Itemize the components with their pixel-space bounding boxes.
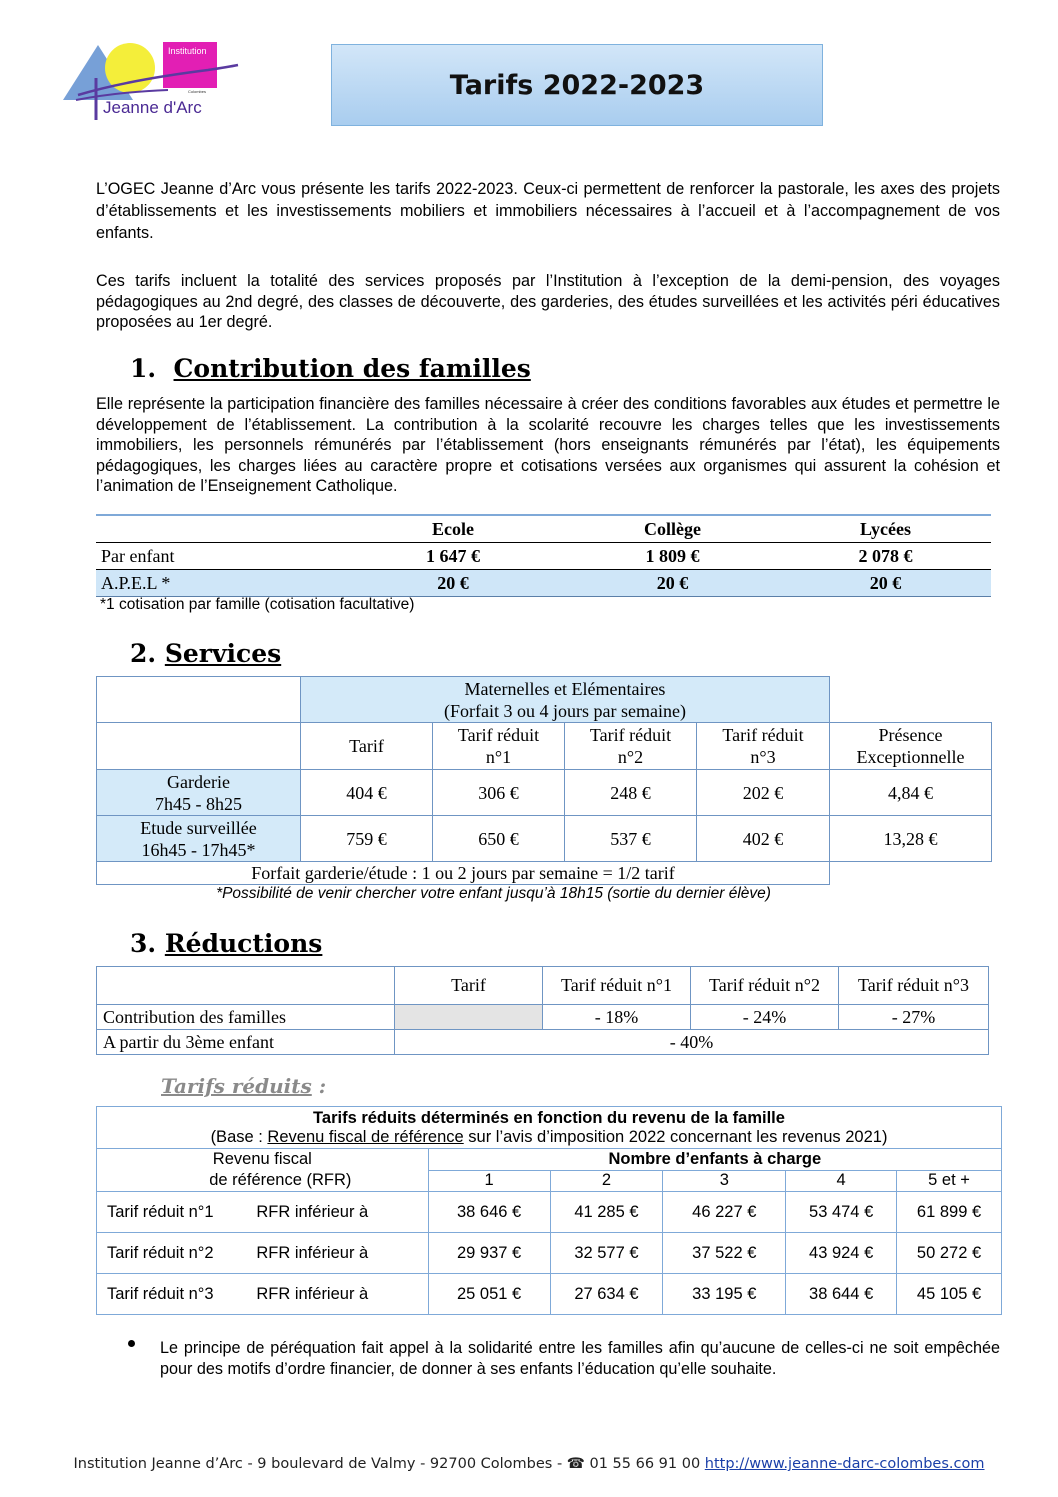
row-label: A partir du 3ème enfant bbox=[97, 1030, 395, 1055]
col-header-line: n°3 bbox=[750, 747, 776, 767]
cell-value: 20 € bbox=[341, 570, 565, 597]
table-header-row bbox=[96, 515, 991, 543]
row-label bbox=[97, 816, 301, 862]
table-row bbox=[97, 1274, 1002, 1315]
row-label-line: 7h45 - 8h25 bbox=[155, 793, 242, 814]
base-prefix: (Base : bbox=[210, 1127, 268, 1146]
section1-heading bbox=[130, 354, 531, 383]
col-header-reduit3 bbox=[697, 723, 830, 770]
section3-number: 3. bbox=[130, 929, 157, 958]
cell-value: 38 646 € bbox=[428, 1192, 550, 1233]
table-row bbox=[96, 570, 991, 597]
empty-cell bbox=[395, 1005, 543, 1030]
header-tarif: Tarif bbox=[395, 967, 543, 1005]
cell-value: 25 051 € bbox=[428, 1274, 550, 1315]
count-2: 2 bbox=[550, 1170, 663, 1192]
row-label: Contribution des familles bbox=[97, 1005, 395, 1030]
table-row bbox=[97, 1233, 1002, 1274]
col-header-line: Tarif réduit bbox=[722, 725, 804, 745]
cell-value: 537 € bbox=[565, 816, 697, 862]
table-row bbox=[97, 816, 992, 862]
table-row bbox=[97, 1030, 989, 1055]
footer bbox=[0, 1456, 1058, 1472]
cell-value: 402 € bbox=[697, 816, 830, 862]
col-header-line: Présence bbox=[878, 725, 943, 745]
reduced-income-table bbox=[96, 1106, 1002, 1315]
bullet-icon bbox=[128, 1340, 135, 1347]
cell-value: 248 € bbox=[565, 770, 697, 816]
footer-address: Institution Jeanne d’Arc - 9 boulevard de Valmy - 92700 Colombes - ☎ 01 55 66 91 00 bbox=[73, 1456, 705, 1472]
reduced-table-title bbox=[97, 1107, 1002, 1149]
reduced-heading bbox=[161, 1074, 326, 1098]
contribution-table bbox=[96, 514, 991, 597]
cell-value: 61 899 € bbox=[897, 1192, 1002, 1233]
header-reduit2: Tarif réduit n°2 bbox=[691, 967, 839, 1005]
row-label: Tarif réduit n°3 bbox=[97, 1274, 249, 1315]
row-label-line: Garderie bbox=[167, 771, 230, 792]
reduced-heading-text: Tarifs réduits bbox=[161, 1074, 312, 1098]
cell-value: 4,84 € bbox=[830, 770, 992, 816]
section3-title: Réductions bbox=[164, 929, 323, 958]
cell-value: 650 € bbox=[433, 816, 565, 862]
row-label: A.P.E.L * bbox=[96, 570, 341, 597]
header-reduit3: Tarif réduit n°3 bbox=[839, 967, 989, 1005]
title-box bbox=[331, 44, 823, 126]
cell-value: 2 078 € bbox=[780, 543, 991, 570]
row-label bbox=[97, 770, 301, 816]
forfait-row: Forfait garderie/étude : 1 ou 2 jours par semaine = 1/2 tarif bbox=[97, 862, 830, 885]
section2-number: 2. bbox=[130, 639, 157, 668]
table-row bbox=[97, 770, 992, 816]
cell-value: 13,28 € bbox=[830, 816, 992, 862]
children-count-header: Nombre d’enfants à charge bbox=[428, 1149, 1001, 1171]
section2-heading bbox=[130, 639, 281, 668]
row-label-line: Etude surveillée bbox=[140, 817, 257, 838]
rfr-line: Revenu fiscal bbox=[212, 1150, 312, 1168]
cell-value: 33 195 € bbox=[663, 1274, 786, 1315]
count-5: 5 et + bbox=[897, 1170, 1002, 1192]
header-college: Collège bbox=[565, 515, 780, 543]
col-header-line: Tarif réduit bbox=[457, 725, 540, 745]
header-lycees: Lycées bbox=[780, 515, 991, 543]
cell-value: - 40% bbox=[395, 1030, 989, 1055]
cell-value: 53 474 € bbox=[786, 1192, 897, 1233]
services-note: *Possibilité de venir chercher votre enfant jusqu’à 18h15 (sortie du dernier élève) bbox=[216, 885, 771, 902]
cell-value: 202 € bbox=[697, 770, 830, 816]
section1-number: 1. bbox=[130, 354, 157, 383]
header-reduit1: Tarif réduit n°1 bbox=[543, 967, 691, 1005]
cell-value: 1 809 € bbox=[565, 543, 780, 570]
table-row bbox=[96, 543, 991, 570]
cell-value: 38 644 € bbox=[786, 1274, 897, 1315]
row-label: Par enfant bbox=[96, 543, 341, 570]
intro-paragraph-2: Ces tarifs incluent la totalité des services proposés par l’Institution à l’exception de la demi-pension, des voyages pédagogiques au 2nd degré, des classes de découverte, des garderies, des études surveillées et les activités péri éducatives proposées au 1er degré. bbox=[96, 272, 1000, 331]
cell-value: - 18% bbox=[543, 1005, 691, 1030]
col-header-line: Exceptionnelle bbox=[856, 747, 965, 767]
cell-value: 46 227 € bbox=[663, 1192, 786, 1233]
group-line2: (Forfait 3 ou 4 jours par semaine) bbox=[444, 700, 686, 721]
col-header-line: n°1 bbox=[485, 747, 512, 767]
row-condition: RFR inférieur à bbox=[248, 1233, 428, 1274]
cell-value: 20 € bbox=[780, 570, 991, 597]
cell-value: 41 285 € bbox=[550, 1192, 663, 1233]
row-condition: RFR inférieur à bbox=[248, 1274, 428, 1315]
cell-value: 45 105 € bbox=[897, 1274, 1002, 1315]
col-header-reduit2 bbox=[565, 723, 697, 770]
section1-title: Contribution des familles bbox=[173, 354, 531, 383]
institution-logo bbox=[58, 40, 248, 130]
reduced-heading-colon: : bbox=[311, 1074, 327, 1098]
reduced-title: Tarifs réduits déterminés en fonction du revenu de la famille bbox=[313, 1108, 785, 1127]
cell-value: 20 € bbox=[565, 570, 780, 597]
col-header-line: Tarif réduit bbox=[589, 725, 672, 745]
col-header-line: n°2 bbox=[617, 747, 644, 767]
count-3: 3 bbox=[663, 1170, 786, 1192]
col-header-line: Tarif bbox=[349, 736, 384, 756]
website-link[interactable]: http://www.jeanne-darc-colombes.com bbox=[704, 1456, 985, 1472]
section3-heading bbox=[130, 929, 322, 958]
col-header-tarif bbox=[301, 723, 433, 770]
perequation-text: Le principe de péréquation fait appel à la solidarité entre les familles afin qu’aucune de celles-ci ne soit empêchée pour des motifs d’ordre financier, de donner à ses enfants l’éducation qu’elle souhaite. bbox=[160, 1339, 1000, 1378]
cell-value: 43 924 € bbox=[786, 1233, 897, 1274]
rfr-header bbox=[97, 1149, 429, 1192]
page-title: Tarifs 2022-2023 bbox=[449, 69, 705, 101]
intro-paragraph-1: L’OGEC Jeanne d’Arc vous présente les tarifs 2022-2023. Ceux-ci permettent de renforcer la pastorale, les axes des projets d’établissements et les investissements mobiliers et immobiliers nécessaires à l’accueil et à l’accompagnement de vos enfants. bbox=[96, 180, 1000, 242]
cell-value: 306 € bbox=[433, 770, 565, 816]
base-link: Revenu fiscal de référence bbox=[267, 1127, 464, 1146]
group-line1: Maternelles et Elémentaires bbox=[464, 678, 666, 699]
cell-value: 37 522 € bbox=[663, 1233, 786, 1274]
cell-value: 32 577 € bbox=[550, 1233, 663, 1274]
count-4: 4 bbox=[786, 1170, 897, 1192]
section1-text: Elle représente la participation financière des familles nécessaire à créer des conditions favorables aux études et permettre le développement de l’établissement. La contribution à la scolarité recouvre les charges telles que les investissements immobiliers, les personnels rémunérés par l’établissement (hors enseignants rémunérés par l’état), les équipements pédagogiques, les charges liées au caractère propre et cotisations versées aux organismes qui assurent la cohésion et l’animation de l’Enseignement Catholique. bbox=[96, 395, 1000, 495]
logo-line3: Colombes bbox=[188, 89, 207, 94]
cell-value: 1 647 € bbox=[341, 543, 565, 570]
logo-line2: Jeanne d'Arc bbox=[103, 98, 202, 117]
logo-line1: Institution bbox=[168, 46, 207, 56]
table-row bbox=[97, 1192, 1002, 1233]
reduced-base bbox=[97, 1128, 1001, 1147]
col-header-presence bbox=[830, 723, 992, 770]
cell-value: 27 634 € bbox=[550, 1274, 663, 1315]
header-ecole: Ecole bbox=[341, 515, 565, 543]
cell-value: 404 € bbox=[301, 770, 433, 816]
cell-value: 29 937 € bbox=[428, 1233, 550, 1274]
section2-title: Services bbox=[164, 639, 282, 668]
cell-value: 759 € bbox=[301, 816, 433, 862]
table-row bbox=[97, 1005, 989, 1030]
row-label: Tarif réduit n°2 bbox=[97, 1233, 249, 1274]
group-header bbox=[301, 677, 830, 723]
reductions-table bbox=[96, 966, 989, 1055]
cell-value: - 27% bbox=[839, 1005, 989, 1030]
services-table bbox=[96, 676, 992, 885]
cell-value: - 24% bbox=[691, 1005, 839, 1030]
row-label: Tarif réduit n°1 bbox=[97, 1192, 249, 1233]
count-1: 1 bbox=[428, 1170, 550, 1192]
base-suffix: sur l’avis d’imposition 2022 concernant les revenus 2021) bbox=[463, 1127, 888, 1146]
row-condition: RFR inférieur à bbox=[248, 1192, 428, 1233]
row-label-line: 16h45 - 17h45* bbox=[141, 839, 256, 860]
col-header-reduit1 bbox=[433, 723, 565, 770]
apel-note: *1 cotisation par famille (cotisation facultative) bbox=[100, 596, 415, 613]
rfr-line: de référence (RFR) bbox=[209, 1171, 352, 1189]
cell-value: 50 272 € bbox=[897, 1233, 1002, 1274]
